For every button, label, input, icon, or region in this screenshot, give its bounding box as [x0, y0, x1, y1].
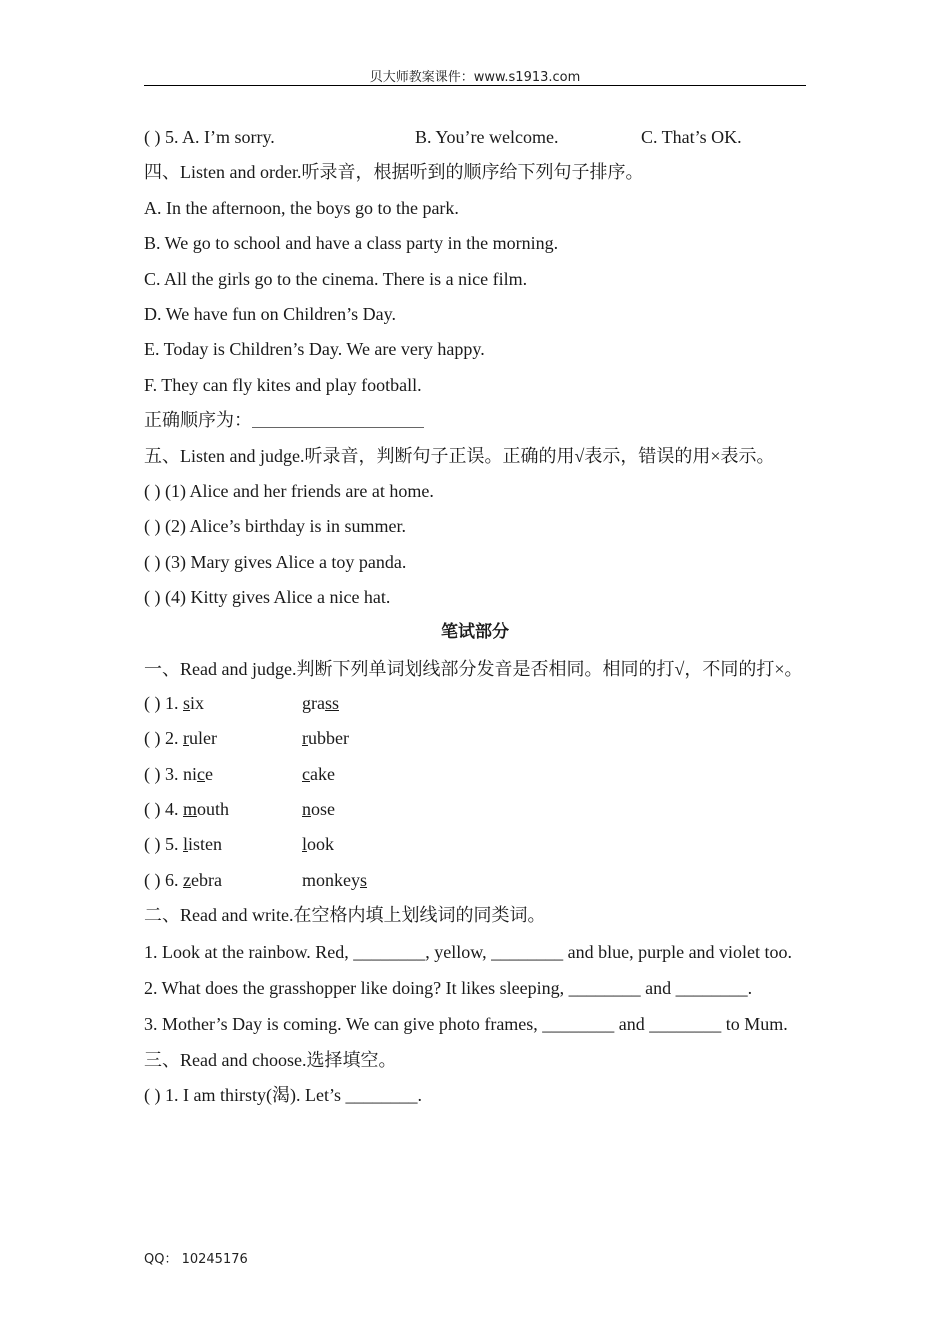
word-2: rubber [302, 728, 349, 749]
judge-item: ( ) (4) Kitty gives Alice a nice hat. [144, 587, 391, 608]
word-1: six [183, 692, 205, 713]
word-1: nice [183, 763, 214, 784]
answer-label: 正确顺序为： [144, 410, 252, 431]
written-section-3-title: 三、Read and choose.选择填空。 [144, 1049, 397, 1070]
phonics-row [144, 863, 806, 898]
judge-item: ( ) (3) Mary gives Alice a toy panda. [144, 551, 407, 572]
phonics-row [144, 686, 806, 721]
fill-item: 1. Look at the rainbow. Red, ________, yellow, ________ and blue, purple and violet too. [144, 941, 793, 962]
row-prefix: ( ) 5. [144, 834, 183, 855]
option-c: C. That’s OK. [641, 127, 742, 147]
question-5-options [144, 120, 806, 155]
row-prefix: ( ) 6. [144, 869, 183, 890]
fill-item: 2. What does the grasshopper like doing? It likes sleeping, ________ and ________. [144, 977, 753, 998]
phonics-row [144, 721, 806, 756]
section-4-title: 四、Listen and order.听录音，根据听到的顺序给下列句子排序。 [144, 162, 644, 183]
written-part-title: 笔试部分 [441, 622, 509, 643]
judge-item: ( ) (2) Alice’s birthday is in summer. [144, 516, 406, 537]
phonics-row [144, 827, 806, 862]
option-a: ( ) 5. A. I’m sorry. [144, 127, 275, 147]
order-item: C. All the girls go to the cinema. There is a nice film. [144, 268, 528, 289]
fill-item: 3. Mother’s Day is coming. We can give photo frames, ________ and ________ to Mum. [144, 1013, 788, 1034]
order-item: E. Today is Children’s Day. We are very happy. [144, 339, 485, 360]
word-2: nose [302, 799, 335, 820]
option-b: B. You’re welcome. [415, 127, 559, 147]
judge-item: ( ) (1) Alice and her friends are at home. [144, 480, 434, 501]
word-1: listen [183, 834, 223, 855]
choose-item: ( ) 1. I am thirsty(渴). Let’s ________. [144, 1085, 422, 1106]
written-section-2-title: 二、Read and write.在空格内填上划线词的同类词。 [144, 905, 546, 926]
row-prefix: ( ) 3. [144, 763, 183, 784]
written-section-1-title: 一、Read and judge.判断下列单词划线部分发音是否相同。相同的打√，不同的打×。 [144, 658, 803, 679]
header-rule [144, 85, 806, 86]
phonics-row [144, 792, 806, 827]
order-item: F. They can fly kites and play football. [144, 374, 422, 395]
order-item: B. We go to school and have a class party in the morning. [144, 233, 559, 254]
word-1: zebra [183, 869, 222, 890]
section-5-title: 五、Listen and judge.听录音，判断句子正误。正确的用√表示，错误的用×表示。 [144, 445, 775, 466]
word-1: mouth [183, 799, 230, 820]
word-2: grass [302, 692, 339, 713]
page-header: 贝大师教案课件：www.s1913.com [369, 70, 581, 85]
row-prefix: ( ) 1. [144, 692, 183, 713]
row-prefix: ( ) 2. [144, 728, 183, 749]
phonics-row [144, 757, 806, 792]
word-2: monkeys [302, 869, 368, 890]
worksheet-content [144, 120, 806, 1114]
order-item: D. We have fun on Children’s Day. [144, 303, 396, 324]
answer-blank[interactable] [252, 407, 424, 428]
page-footer: QQ： 10245176 [144, 1252, 248, 1267]
order-item: A. In the afternoon, the boys go to the park. [144, 197, 459, 218]
word-2: look [302, 834, 335, 855]
row-prefix: ( ) 4. [144, 799, 183, 820]
word-1: ruler [183, 728, 217, 749]
answer-line [144, 403, 806, 438]
word-2: cake [302, 763, 335, 784]
